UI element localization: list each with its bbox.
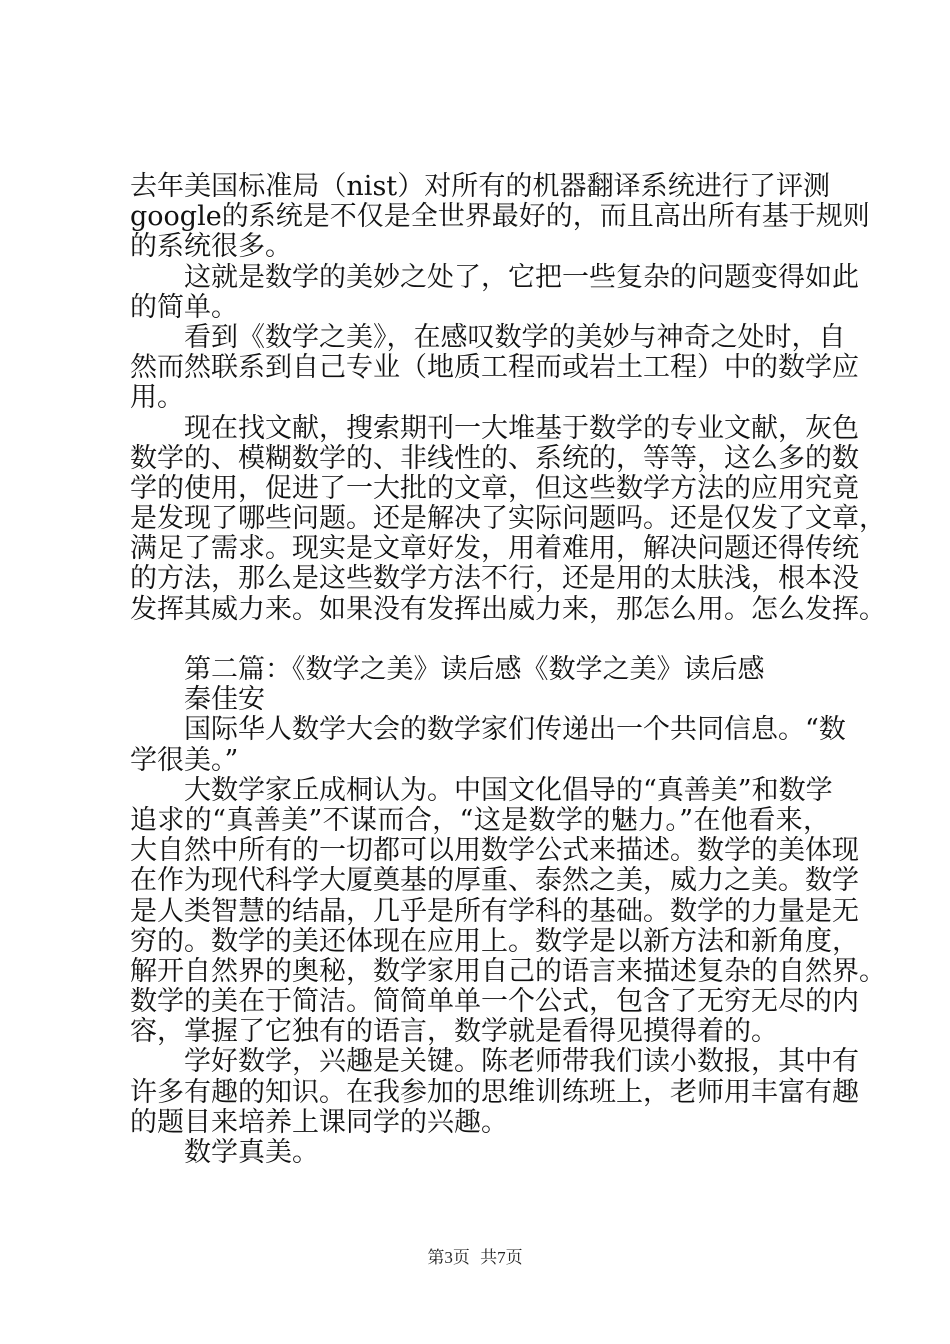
text-line: 穷的。数学的美还体现在应用上。数学是以新方法和新角度， [130,925,859,957]
paragraph [130,412,886,625]
text-line: 满足了需求。现实是文章好发，用着难用，解决问题还得传统 [130,533,859,565]
paragraph [130,321,859,414]
heading-line: 第二篇：《数学之美》读后感《数学之美》读后感 [184,654,765,685]
text-line: 是发现了哪些问题。还是解决了实际问题吗。还是仅发了文章， [130,503,886,535]
text-line: 大自然中所有的一切都可以用数学公式来描述。数学的美体现 [130,835,859,867]
text-line: 解开自然界的奥秘，数学家用自己的语言来描述复杂的自然界。 [130,955,886,987]
text-line: 在作为现代科学大厦奠基的厚重、泰然之美，威力之美。数学 [130,865,859,897]
author-name: 秦佳安 [184,684,265,716]
paragraph [130,714,846,776]
paragraph [130,774,886,1048]
text-line: 现在找文献，搜索期刊一大堆基于数学的专业文献，灰色 [184,412,859,444]
text-line: 学好数学，兴趣是关键。陈老师带我们读小数报，其中有 [184,1046,859,1078]
section-heading [130,655,830,685]
paragraph [130,261,859,323]
text-line: 去年美国标准局（nist）对所有的机器翻译系统进行了评测 [130,171,830,202]
paragraph [130,171,870,263]
text-line: google的系统是不仅是全世界最好的，而且高出所有基于规则 [130,201,870,233]
text-line: 是人类智慧的结晶，几乎是所有学科的基础。数学的力量是无 [130,895,859,927]
text-line: 然而然联系到自己专业（地质工程而或岩土工程）中的数学应 [130,352,859,384]
text-line: 数学真美。 [184,1137,319,1168]
text-line: 的题目来培养上课同学的兴趣。 [130,1106,508,1138]
text-line: 数学的美在于简洁。简简单单一个公式，包含了无穷无尽的内 [130,986,859,1018]
page-footer [0,1243,950,1268]
text-line: 容，掌握了它独有的语言，数学就是看得见摸得着的。 [130,1016,778,1048]
author-line [130,685,830,715]
text-line: 这就是数学的美妙之处了，它把一些复杂的问题变得如此 [184,261,859,293]
paragraph [130,1138,830,1168]
text-line: 用。 [130,382,184,414]
text-line: 学很美。” [130,744,239,776]
paragraph [130,1046,859,1138]
text-line: 学的使用，促进了一大批的文章，但这些数学方法的应用究竟 [130,472,859,504]
paragraph-gap [130,625,830,655]
text-line: 的简单。 [130,291,238,323]
page-number: 第3页 [427,1248,470,1267]
text-line: 数学的、模糊数学的、非线性的、系统的，等等，这么多的数 [130,442,859,474]
text-line: 的系统很多。 [130,231,292,263]
text-line: 追求的“真善美”不谋而合，“这是数学的魅力。”在他看来， [130,804,830,836]
text-line: 许多有趣的知识。在我参加的思维训练班上，老师用丰富有趣 [130,1076,859,1108]
text-line: 大数学家丘成桐认为。中国文化倡导的“真善美”和数学 [184,774,833,806]
page-total: 共7页 [480,1248,523,1267]
text-line: 发挥其威力来。如果没有发挥出威力来，那怎么用。怎么发挥。 [130,593,886,625]
document-body [130,171,886,1168]
text-line: 的方法，那么是这些数学方法不行，还是用的太肤浅，根本没 [130,563,859,595]
text-line: 国际华人数学大会的数学家们传递出一个共同信息。“数 [184,714,846,746]
text-line: 看到《数学之美》，在感叹数学的美妙与神奇之处时，自 [184,321,846,353]
